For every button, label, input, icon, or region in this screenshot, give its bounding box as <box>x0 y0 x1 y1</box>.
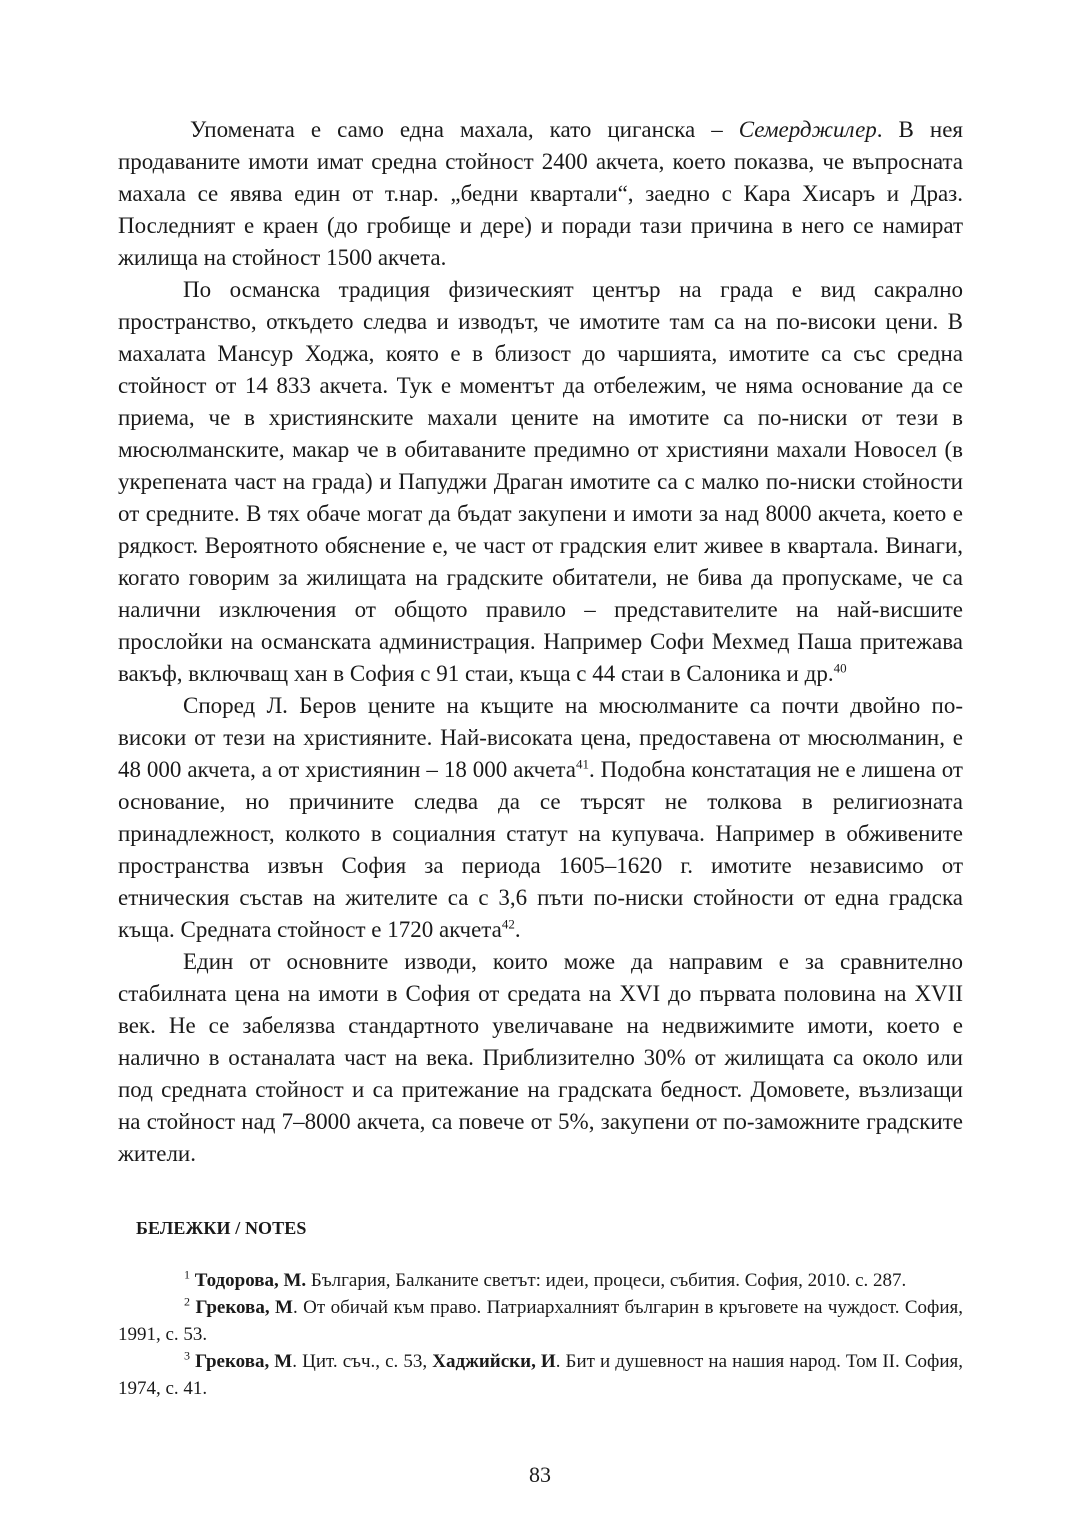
footnote-ref-40: 40 <box>833 660 847 676</box>
note-author: Грекова, М <box>195 1351 293 1372</box>
note-text-tail: . Бит и душевност на нашия народ. Том II. София, 1974, с. 41. <box>118 1351 963 1399</box>
notes-heading: БЕЛЕЖКИ / NOTES <box>136 1218 307 1238</box>
note-item <box>118 1294 963 1348</box>
notes-list <box>118 1267 963 1402</box>
note-text: . От обичай към право. Патриархалният българин в кръговете на чуждост. София, 1991, с. 53. <box>118 1297 964 1345</box>
note-author: Грекова, М <box>195 1297 293 1318</box>
mahala-name-italic: Семерджилер <box>738 117 877 142</box>
paragraph-2 <box>118 274 963 690</box>
paragraph-1-text-b: . В нея продаваните имоти имат средна стойност 2400 акчета, което показва, че въпросната махала се явява един от т.нар. „бедни квартали“, заедно с Кара Хисаръ и Драз. Последният е краен (до гробище и дере) и поради тази причина в него се намират жилища на стойност 1500 акчета. <box>118 117 963 270</box>
paragraph-4-text: Един от основните изводи, които може да направим е за сравнително стабилната цена на имоти в София от средата на XVI до първата половина на XVII век. Не се забелязва стандартното увеличаване на недвижимите имоти, което е налично в останалата част на века. Приблизително 30% от жилищата са около или под средната стойност и са притежание на градската бедност. Домовете, възлизащи на стойност над 7–8000 акчета, са повече от 5%, закупени от по-заможните градските жители. <box>118 949 963 1166</box>
paragraph-4 <box>118 946 963 1170</box>
note-number: 3 <box>184 1348 190 1363</box>
paragraph-2-text: По османска традиция физическият център на града е вид сакрално пространство, откъдето следва и изводът, че имотите там са на по-високи цени. В махалата Мансур Ходжа, която е в близост до чаршията, имотите са със средна стойност от 14 833 акчета. Тук е моментът да отбележим, че няма основание да се приема, че в християнските махали цените на имотите са по-ниски от тези в мюсюлманските, макар че в обитаваните предимно от християни махали Новосел (в укрепената част на града) и Папуджи Драган имотите са с малко по-ниски стойности от средните. В тях обаче могат да бъдат закупени и имоти за над 8000 акчета, което е рядкост. Вероятното обяснение е, че част от градския елит живее в квартала. Винаги, когато говорим за жилищата на градските обитатели, не бива да пропускаме, че са налични изключения от общото правило – представителите на най-висшите прослойки на османската администрация. Например Софи Мехмед Паша притежава вакъф, включващ хан в София с 91 стаи, къща с 44 стаи в Салоника и др. <box>118 277 963 686</box>
paragraph-3-text-c: . <box>514 917 521 942</box>
note-author: Тодорова, М. <box>194 1270 307 1291</box>
paragraph-1-text-a: Упомената е само една махала, като циганска – <box>190 117 739 142</box>
note-text: България, Балканите светът: идеи, процеси, събития. София, 2010. с. 287. <box>306 1270 907 1291</box>
footnote-ref-41: 41 <box>575 756 589 772</box>
note-number: 1 <box>184 1267 190 1282</box>
paragraph-3-text-a: Според Л. Беров цените на къщите на мюсюлманите са почти двойно по-високи от тези на християните. Най-високата цена, предоставена от мюсюлманин, е 48 000 акчета, а от християнин – 18 000 акчета <box>118 693 963 782</box>
note-author-second: Хаджийски, И <box>432 1351 556 1372</box>
paragraph-1 <box>118 114 963 274</box>
note-item <box>118 1267 963 1294</box>
note-number: 2 <box>184 1294 190 1309</box>
footnote-ref-42: 42 <box>501 916 515 932</box>
page-body <box>118 114 963 1402</box>
note-text: . Цит. съч., с. 53, <box>292 1351 433 1372</box>
paragraph-3-text-b: . Подобна констатация не е лишена от основание, но причините следва да се търсят не толкова в религиозната принадлежност, колкото в социалния статут на купувача. Например в обживените пространства извън София за периода 1605–1620 г. имотите независимо от етническия състав на жителите са с 3,6 пъти по-ниски стойности от една градска къща. Средната стойност е 1720 акчета <box>118 757 963 942</box>
paragraph-3 <box>118 690 963 946</box>
note-item <box>118 1348 963 1402</box>
page-number: 83 <box>529 1462 551 1487</box>
